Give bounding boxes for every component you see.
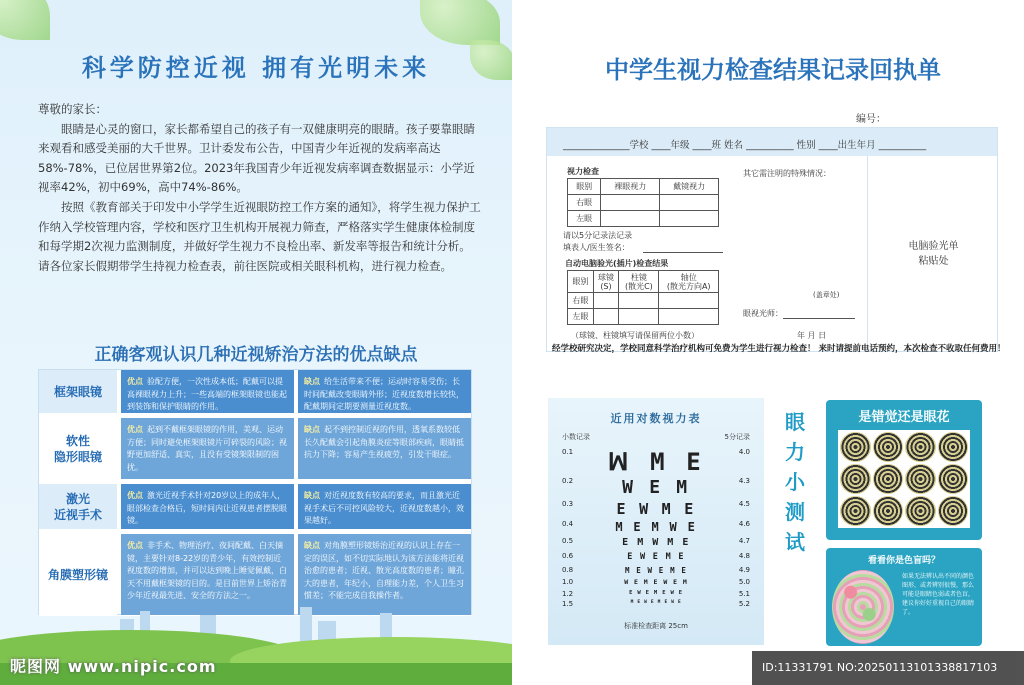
chart-row-left-value: 0.5 [562, 537, 574, 545]
chart-row-left-value: 0.2 [562, 477, 574, 485]
chart-row-left-value: 0.3 [562, 500, 574, 508]
illusion-circle [840, 432, 871, 462]
chart-title: 近用对数视力表 [610, 412, 702, 425]
header-cell: 眼别 [568, 271, 594, 293]
bottom-note: 经学校研究决定，学校同意科学治疗机构可免费为学生进行视力检查！ 来时请提前电话预约，本次检查不收取任何费用！ [552, 344, 1006, 354]
form-header: ______________学校 ____年级 ____班 姓名 __________ 性别 ____出生年月 __________ [547, 128, 997, 156]
chart-row-left-value: 1.5 [562, 600, 574, 608]
record-form [546, 127, 998, 352]
colorblind-title: 看看你是色盲吗？ [867, 556, 940, 566]
leaf-decoration [420, 0, 500, 45]
chart-letters: M E W E M E W E [630, 600, 682, 605]
chart-row-left-value: 0.6 [562, 552, 574, 560]
id-tag: ID:11331791 NO:20250113101338817103 [752, 651, 1024, 685]
cons-label: 缺点 [304, 541, 320, 550]
optometrist-line[interactable] [783, 318, 855, 319]
left-title: 科学防控近视 拥有光明未来 [81, 53, 431, 82]
leaf-decoration [0, 0, 50, 40]
header-cell: 戴镜视力 [660, 179, 719, 195]
auto-title: 自动电脑验光(插片)检查结果 [565, 259, 669, 268]
chart-letters: E W E M E W E [629, 589, 683, 596]
chart-row-right-value: 4.9 [738, 565, 750, 574]
filler-signature: 填表人/医生签名： [563, 243, 630, 252]
cons-text: 对角膜塑形镜矫治近视的认识上存在一定的误区，如不切实际地认为该方法能将近视治愈的患者；近视、散光高度数的患者；瞳孔大的患者，年纪小，自理能力差，个人卫生习惯差；不能完成自我操作者。 [304, 541, 464, 600]
method-name: 软性 隐形眼镜 [39, 418, 117, 479]
chart-row-left-value: 0.8 [562, 565, 574, 574]
illusion-circle [905, 464, 936, 494]
illusion-title: 是错觉还是眼花 [858, 410, 950, 425]
chart-letters: E W E M E [627, 552, 685, 562]
building-shape [300, 607, 312, 645]
illusion-circle [840, 464, 871, 494]
value-cell[interactable] [601, 195, 660, 211]
table-row [39, 484, 471, 530]
chart-letters: M E M W E [615, 520, 697, 534]
eye-cell: 右眼 [568, 195, 601, 211]
table-row [39, 370, 471, 414]
cons-cell [298, 370, 471, 413]
vertical-char: 力 [785, 440, 805, 464]
methods-table [38, 369, 472, 615]
chart-row [548, 500, 764, 518]
value-cell[interactable] [619, 309, 659, 325]
chart-row-right-value: 4.3 [738, 477, 750, 485]
chart-row [548, 566, 764, 575]
chart-row-right-value: 5.2 [738, 600, 750, 608]
pros-label: 优点 [127, 377, 143, 386]
signature-line[interactable] [643, 252, 723, 253]
pros-text: 非手术、物理治疗、夜间配戴、白天摘镜，主要针对8-22岁的青少年，有效控制近视度数的增加，并可以达到晚上睡觉佩戴，白天不用戴框架镜的目的。是目前世界上矫治青少年近视最先进、安全的方法之一。 [127, 541, 287, 600]
optometrist-label: 眼视光师： [743, 309, 783, 318]
value-cell[interactable] [659, 309, 719, 325]
number-label: 编号： [856, 114, 886, 125]
chart-row-right-value: 4.6 [738, 520, 750, 528]
date-label: 年 月 日 [797, 331, 827, 340]
cons-label: 缺点 [304, 377, 320, 386]
method-name: 角膜塑形镜 [39, 534, 117, 615]
chart-row [548, 520, 764, 534]
value-cell[interactable] [660, 195, 719, 211]
cons-cell [298, 484, 471, 529]
illusion-circle [938, 464, 969, 494]
chart-row-right-value: 4.8 [738, 552, 750, 560]
eye-cell: 左眼 [568, 211, 601, 227]
chart-row [548, 477, 764, 498]
chart-letters: M E W E M E [624, 565, 688, 575]
intro-text [38, 100, 482, 276]
cons-text: 起不到控制近视的作用，透氧系数较低长久配戴会引起角膜炎症等眼部疾病，眼睛抵抗力下降；容易产生视疲劳，引发干眼症。 [304, 425, 464, 459]
cons-cell [298, 418, 471, 479]
chart-row-left-value: 0.1 [562, 448, 574, 456]
chart-row-left-value: 0.4 [562, 520, 574, 528]
header-cell: 裸眼视力 [601, 179, 660, 195]
chart-letters: W E M [622, 477, 690, 498]
pros-text: 激光近视手术针对20岁以上的成年人，眼部检查合格后，短时间内让近视患者摆脱眼镜。 [127, 491, 287, 525]
paste-box: 电脑验光单 粘贴处 [867, 156, 999, 352]
record-note: 请以5分记录法记录 [563, 231, 633, 240]
lens-note: （球镜、柱镜填写请保留两位小数） [571, 331, 699, 340]
cons-text: 对近视度数有较高的要求，而且激光近视手术后不可控风险较大，近视度数越小，效果越好。 [304, 491, 464, 525]
chart-letters: ꟽ M E [607, 448, 705, 476]
receipt-title: 中学生视力检查结果记录回执单 [605, 56, 941, 84]
cons-label: 缺点 [304, 491, 320, 500]
method-name: 框架眼镜 [39, 370, 117, 413]
chart-row-right-value: 5.1 [738, 589, 750, 598]
eye-cell: 右眼 [568, 293, 594, 309]
chart-row [548, 537, 764, 548]
chart-letters: E M W M E [622, 537, 690, 548]
chart-row-left-value: 1.2 [562, 589, 574, 598]
table-row [39, 534, 471, 616]
auto-table [567, 270, 719, 325]
pros-label: 优点 [127, 541, 143, 550]
colorblind-panel [826, 548, 982, 646]
chart-footer: 标准检查距离 25cm [624, 622, 688, 630]
vertical-char: 小 [785, 470, 805, 494]
vision-table [567, 178, 719, 227]
stamp-label: (盖章处) [813, 291, 840, 299]
vision-chart [548, 398, 764, 645]
chart-row-right-value: 4.7 [738, 537, 750, 545]
chart-row-left-value: 1.0 [562, 578, 574, 586]
illusion-panel [826, 400, 982, 540]
chart-letters: W E M E W E M [624, 578, 688, 586]
greeting: 尊敬的家长： [38, 102, 107, 116]
chart-letters: E W M E [616, 500, 696, 518]
vertical-char: 试 [785, 530, 805, 554]
value-cell[interactable] [593, 309, 619, 325]
illusion-circle [873, 432, 904, 462]
value-cell[interactable] [601, 211, 660, 227]
illusion-circle [905, 496, 936, 526]
cons-text: 给生活带来不便；运动时容易受伤；长时间配戴改变眼睛外形；近视度数增长较快，配戴期间定期要测量近视度数。 [304, 377, 464, 411]
illusion-circle [873, 464, 904, 494]
watermark: 昵图网 www.nipic.com [10, 657, 217, 676]
chart-right-label: 5分记录 [724, 433, 750, 441]
table-row [39, 418, 471, 480]
pros-cell [121, 370, 294, 413]
pros-text: 起到不戴框架眼镜的作用，美观、运动方便；同时避免框架眼镜片可碎裂的风险；视野更加舒适、真实，且没有受镜架限制的困扰。 [127, 425, 287, 472]
chart-row [548, 552, 764, 562]
cons-cell [298, 534, 471, 615]
chart-row [548, 578, 764, 586]
ishihara-plate [832, 570, 894, 644]
value-cell[interactable] [619, 293, 659, 309]
chart-row [548, 448, 764, 476]
illusion-circle [873, 496, 904, 526]
right-page [522, 0, 1024, 685]
chart-row-right-value: 5.0 [738, 578, 750, 586]
vision-title: 视力检查 [567, 167, 599, 176]
pros-cell [121, 534, 294, 615]
illusion-circle [905, 432, 936, 462]
pros-label: 优点 [127, 425, 143, 434]
chart-row [548, 590, 764, 596]
pros-cell [121, 484, 294, 529]
value-cell[interactable] [593, 293, 619, 309]
chart-row-right-value: 4.0 [738, 448, 750, 456]
section-title: 正确客观认识几种近视矫治方法的优点缺点 [94, 345, 418, 365]
cons-label: 缺点 [304, 425, 320, 434]
value-cell[interactable] [659, 293, 719, 309]
vertical-label [780, 407, 810, 557]
illusion-circle [840, 496, 871, 526]
chart-row-right-value: 4.5 [738, 500, 750, 508]
value-cell[interactable] [660, 211, 719, 227]
colorblind-text: 如果无法辨认出不同的颜色图形，或者辨别很慢，那么可能是眼睛色弱或者色盲，建议你好好重视自己的眼睛了。 [902, 573, 975, 616]
vertical-char: 眼 [785, 410, 805, 434]
eye-cell: 左眼 [568, 309, 594, 325]
illusion-circle [938, 496, 969, 526]
illusion-circle [938, 432, 969, 462]
header-cell: 轴位 (散光方向A) [659, 271, 719, 293]
paragraph: 眼睛是心灵的窗口，家长都希望自己的孩子有一双健康明亮的眼睛。孩子要靠眼睛来观看和感受美丽的大千世界。卫计委发布公告，中国青少年近视的发病率高达58%-78%，已位居世界第2位。2023年我国青少年近视发病率调查数据显示：小学近视率42%，初中69%，高中74%-86%。 [38, 121, 475, 195]
illusion-image [838, 430, 970, 528]
header-cell: 眼别 [568, 179, 601, 195]
pros-label: 优点 [127, 491, 143, 500]
method-name: 激光 近视手术 [39, 484, 117, 529]
chart-row [548, 600, 764, 608]
header-cell: 柱镜 (散光C) [619, 271, 659, 293]
chart-left-label: 小数记录 [562, 433, 590, 441]
paragraph: 按照《教育部关于印发中小学学生近视眼防控工作方案的通知》，将学生视力保护工作纳入学校管理内容，学校和医疗卫生机构开展视力筛查，严格落实学生健康体检制度和每学期2次视力监测制度，并做好学生视力不良检出率、新发率等报告和统计分析。请各位家长假期带学生持视力检查表，前往医院或相关眼科机构，进行视力检查。 [38, 199, 481, 273]
pros-cell [121, 418, 294, 479]
header-cell: 球镜 (S) [593, 271, 619, 293]
other-label: 其它需注明的特殊情况： [743, 169, 831, 178]
pros-text: 验配方便，一次性成本低；配戴可以提高裸眼视力上升；一些高端的框架眼镜也能起到装饰和保护眼睛的作用。 [127, 377, 287, 411]
vertical-char: 测 [785, 500, 805, 524]
